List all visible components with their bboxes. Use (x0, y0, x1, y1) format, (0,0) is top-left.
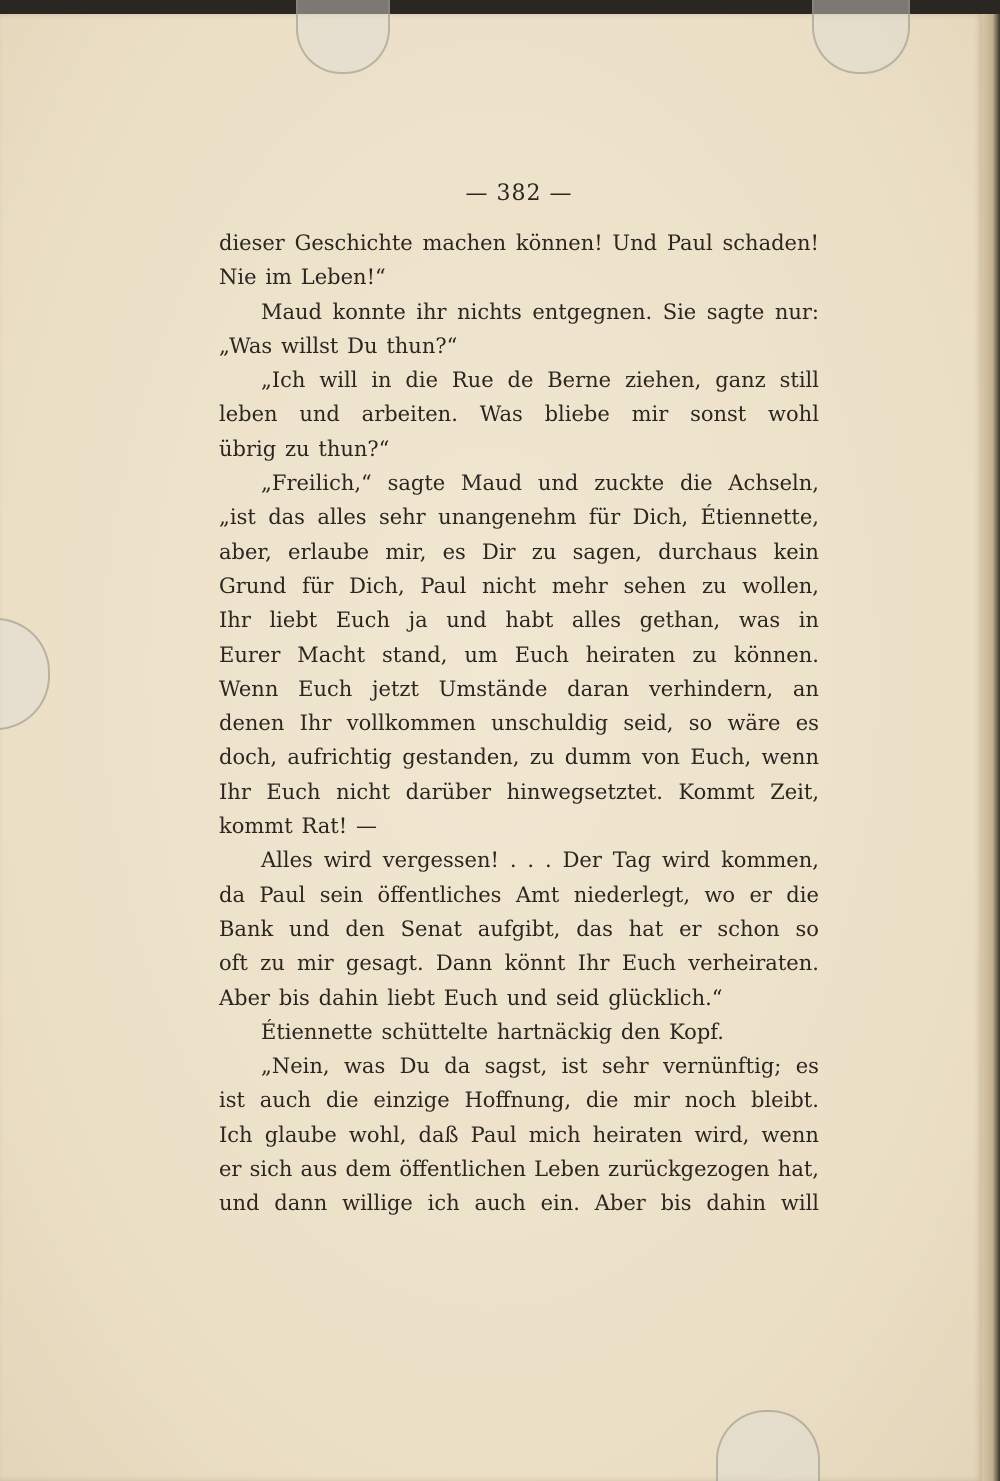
word: heiraten (592, 1122, 683, 1147)
word: in (798, 608, 819, 633)
word: Kopf. (669, 1019, 724, 1044)
word: Ihr (219, 608, 251, 633)
word: um (464, 642, 498, 667)
word: thun?“ (318, 436, 390, 461)
word: Dich, (349, 573, 405, 598)
word: machen (422, 231, 507, 255)
text-line (219, 226, 819, 260)
word: Ich (219, 1122, 253, 1147)
word: hinwegsetztet. (506, 779, 663, 804)
word: schüttelte (381, 1019, 488, 1044)
word: zu (701, 573, 727, 598)
text-line (219, 706, 819, 740)
text-line (219, 1015, 819, 1049)
word: Dich, (632, 505, 689, 530)
word: wohl (768, 402, 819, 427)
word: habt (505, 608, 554, 633)
word: Paul (470, 1122, 517, 1147)
word: so (795, 916, 819, 941)
word: stand, (381, 642, 448, 667)
word: bis (278, 985, 310, 1010)
word: Bank (219, 916, 274, 941)
page-edge-shadow (982, 14, 1000, 1481)
word: er (219, 1157, 242, 1182)
word: hartnäckig (496, 1019, 613, 1044)
word: sich (249, 1157, 293, 1182)
word: es (795, 1054, 819, 1079)
word: denen (219, 711, 285, 736)
word: hat, (777, 1157, 819, 1182)
text-line (219, 912, 819, 946)
word: alles (571, 608, 622, 633)
text-line (219, 397, 819, 431)
word: „Ich (261, 368, 306, 393)
word: Nie (219, 265, 257, 290)
word: entgegnen. (532, 299, 653, 324)
word: unangenehm (438, 505, 577, 530)
text-line (219, 329, 819, 363)
word: vergessen! (382, 848, 499, 873)
text-line (219, 363, 819, 397)
word: Und (612, 231, 658, 255)
word: liebt (269, 608, 318, 633)
word: aus (300, 1157, 338, 1182)
text-line (219, 843, 819, 877)
word: auch (259, 1088, 312, 1113)
text-line (219, 295, 819, 329)
word: zu (531, 539, 557, 564)
word: will (319, 368, 358, 393)
word: mich (528, 1122, 581, 1147)
word: können. (733, 642, 819, 667)
word: konnte (332, 299, 406, 324)
word: ist (219, 1088, 245, 1113)
word: Der (562, 848, 602, 873)
word: zuckte (594, 471, 665, 496)
word: das (268, 505, 305, 530)
word: — (355, 814, 377, 839)
word: Macht (297, 642, 366, 667)
word: thun?“ (386, 333, 458, 358)
word: darüber (405, 779, 492, 804)
word: ganz (715, 368, 766, 393)
word: Wenn (219, 676, 279, 701)
word: Was (479, 402, 523, 427)
body-text (219, 226, 819, 1221)
word: nicht (482, 573, 537, 598)
word: wird, (694, 1122, 750, 1147)
word: die (585, 1088, 619, 1113)
word: sagte (387, 471, 446, 496)
word: willige (342, 1191, 413, 1216)
text-line (219, 981, 819, 1015)
word: die (786, 882, 819, 907)
word: Sie (662, 299, 697, 324)
word: ist (561, 1054, 588, 1079)
word: vollkommen (346, 711, 476, 736)
word: die (679, 471, 713, 496)
text-line (219, 535, 819, 569)
text-line (219, 809, 819, 843)
word: zurückgezogen (608, 1157, 770, 1182)
word: Ihr (219, 779, 251, 804)
text-line (219, 1152, 819, 1186)
word: zu (692, 642, 717, 667)
word: Ihr (577, 951, 610, 976)
word: gethan, (639, 608, 721, 633)
word: Euch (335, 608, 390, 633)
word: gestanden, (402, 745, 520, 770)
word: im (265, 265, 292, 290)
word: ich (427, 1191, 460, 1216)
word: bliebe (544, 402, 610, 427)
word: da (444, 1054, 471, 1079)
word: „Nein, (261, 1054, 330, 1079)
word: sehen (623, 573, 687, 598)
text-line (219, 569, 819, 603)
word: auch (474, 1191, 526, 1216)
text-line (219, 775, 819, 809)
word: sagte (706, 299, 765, 324)
word: schon (717, 916, 780, 941)
word: . (544, 848, 552, 873)
word: sehr (378, 505, 426, 530)
word: seid, (623, 711, 674, 736)
word: er (679, 916, 702, 941)
word: und (506, 985, 548, 1010)
word: wird (323, 848, 372, 873)
word: es (795, 711, 819, 736)
word: . (509, 848, 517, 873)
word: könnt (504, 951, 566, 976)
word: Du (399, 1054, 430, 1079)
word: ziehen, (624, 368, 702, 393)
word: durchaus (658, 539, 758, 564)
word: und (299, 402, 340, 427)
word: Geschichte (294, 231, 413, 255)
word: mir, (385, 539, 427, 564)
text-line (219, 672, 819, 706)
word: dumm (564, 745, 632, 770)
word: aufrichtig (287, 745, 392, 770)
word: leben (219, 402, 278, 427)
word: Euch (298, 676, 353, 701)
word: Du (347, 333, 378, 358)
word: Leben (534, 1157, 600, 1182)
word: verheiraten. (688, 951, 819, 976)
word: aber, (219, 539, 272, 564)
word: gesagt. (345, 951, 424, 976)
word: Hoffnung, (464, 1088, 572, 1113)
word: die (405, 368, 439, 393)
word: wollen, (742, 573, 819, 598)
word: doch, (219, 745, 278, 770)
word: sehr (601, 1054, 649, 1079)
word: dieser (219, 231, 285, 255)
word: Dir (482, 539, 516, 564)
word: Paul (259, 882, 306, 907)
word: was (738, 608, 781, 633)
word: Tag (612, 848, 652, 873)
word: für (302, 573, 334, 598)
word: und (537, 471, 579, 496)
text-line (219, 1049, 819, 1083)
word: de (507, 368, 534, 393)
word: Zeit, (770, 779, 819, 804)
text-line (219, 603, 819, 637)
word: jetzt (372, 676, 419, 701)
word: nur: (774, 299, 819, 324)
word: . (527, 848, 535, 873)
word: und (289, 916, 330, 941)
word: mir (631, 402, 669, 427)
word: zu (260, 951, 285, 976)
word: Maud (261, 299, 322, 324)
word: wohl, (348, 1122, 407, 1147)
word: was (343, 1054, 386, 1079)
word: mir (296, 951, 334, 976)
word: Paul (666, 231, 713, 255)
word: übrig (219, 436, 277, 461)
text-line (219, 946, 819, 980)
word: Aber (219, 985, 271, 1010)
word: Umstände (438, 676, 548, 701)
word: die (325, 1088, 359, 1113)
word: vernünftig; (663, 1054, 782, 1079)
word: unschuldig (491, 711, 609, 736)
word: seid (556, 985, 600, 1010)
word: da (219, 882, 245, 907)
text-line (219, 432, 819, 466)
word: daß (418, 1122, 459, 1147)
word: er (749, 882, 772, 907)
word: den (620, 1019, 661, 1044)
word: kommen, (721, 848, 819, 873)
text-line (219, 1083, 819, 1117)
word: Aber (594, 1191, 646, 1216)
word: und (219, 1191, 260, 1216)
word: liebt (387, 985, 435, 1010)
word: Berne (547, 368, 612, 393)
word: Euch (514, 642, 569, 667)
word: Maud (461, 471, 523, 496)
word: still (779, 368, 819, 393)
text-line (219, 740, 819, 774)
word: in (371, 368, 392, 393)
word: den (345, 916, 385, 941)
word: Senat (400, 916, 462, 941)
word: hat (628, 916, 664, 941)
word: bleibt. (751, 1088, 819, 1113)
word: willst (281, 333, 339, 358)
word: schaden! (722, 231, 819, 255)
word: bis (660, 1191, 692, 1216)
text-line (219, 638, 819, 672)
word: Leben!“ (300, 265, 386, 290)
word: daran (567, 676, 630, 701)
word: Ihr (299, 711, 332, 736)
word: Euch (443, 985, 498, 1010)
word: alles (317, 505, 367, 530)
word: sein (319, 882, 364, 907)
word: wenn (761, 1122, 819, 1147)
word: mir (633, 1088, 670, 1113)
word: kein (773, 539, 819, 564)
word: heiraten (585, 642, 676, 667)
word: ein. (540, 1191, 580, 1216)
word: Rue (451, 368, 494, 393)
word: kommt (219, 814, 293, 839)
text-line (219, 260, 819, 294)
word: aufgibt, (477, 916, 561, 941)
word: ihr (416, 299, 447, 324)
word: Euch (621, 951, 676, 976)
word: können! (515, 231, 603, 255)
word: Eurer (219, 642, 281, 667)
word: dahin (318, 985, 379, 1010)
word: Achseln, (728, 471, 819, 496)
text-line (219, 878, 819, 912)
word: Amt (515, 882, 560, 907)
word: sagen, (572, 539, 642, 564)
word: Kommt (678, 779, 755, 804)
word: nicht (336, 779, 391, 804)
word: dahin (706, 1191, 767, 1216)
word: arbeiten. (361, 402, 458, 427)
word: glücklich.“ (608, 985, 723, 1010)
text-line (219, 1118, 819, 1152)
word: wird (662, 848, 711, 873)
word: öffentlichen (399, 1157, 527, 1182)
word: nichts (457, 299, 522, 324)
word: und (446, 608, 487, 633)
word: will (780, 1191, 819, 1216)
text-line (219, 1186, 819, 1220)
word: Étiennette (261, 1019, 373, 1044)
word: Paul (420, 573, 467, 598)
word: öffentliches (377, 882, 502, 907)
word: zu (284, 436, 310, 461)
word: erlaube (288, 539, 370, 564)
word: Rat! (301, 814, 348, 839)
word: „ist (219, 505, 256, 530)
word: ja (408, 608, 428, 633)
word: Étiennette, (700, 505, 819, 530)
word: glaube (264, 1122, 337, 1147)
word: an (792, 676, 819, 701)
word: noch (684, 1088, 737, 1113)
text-line (219, 466, 819, 500)
page-number: — 382 — (465, 181, 573, 206)
word: dann (274, 1191, 328, 1216)
word: wenn (761, 745, 819, 770)
word: einzige (373, 1088, 450, 1113)
word: Euch, (690, 745, 752, 770)
word: es (442, 539, 466, 564)
word: sagst, (484, 1054, 548, 1079)
word: wäre (727, 711, 781, 736)
word: niederlegt, (573, 882, 691, 907)
word: Grund (219, 573, 287, 598)
word: sonst (690, 402, 747, 427)
word: oft (219, 951, 248, 976)
paper-page (0, 14, 982, 1481)
word: für (588, 505, 621, 530)
word: „Freilich,“ (261, 471, 372, 496)
word: zu (529, 745, 555, 770)
word: so (688, 711, 713, 736)
word: von (641, 745, 680, 770)
word: dem (345, 1157, 392, 1182)
word: das (576, 916, 613, 941)
word: „Was (219, 333, 273, 358)
word: wo (704, 882, 736, 907)
text-line (219, 500, 819, 534)
word: Dann (435, 951, 493, 976)
word: verhindern, (648, 676, 774, 701)
word: Alles (261, 848, 313, 873)
word: mehr (551, 573, 608, 598)
word: Euch (266, 779, 321, 804)
